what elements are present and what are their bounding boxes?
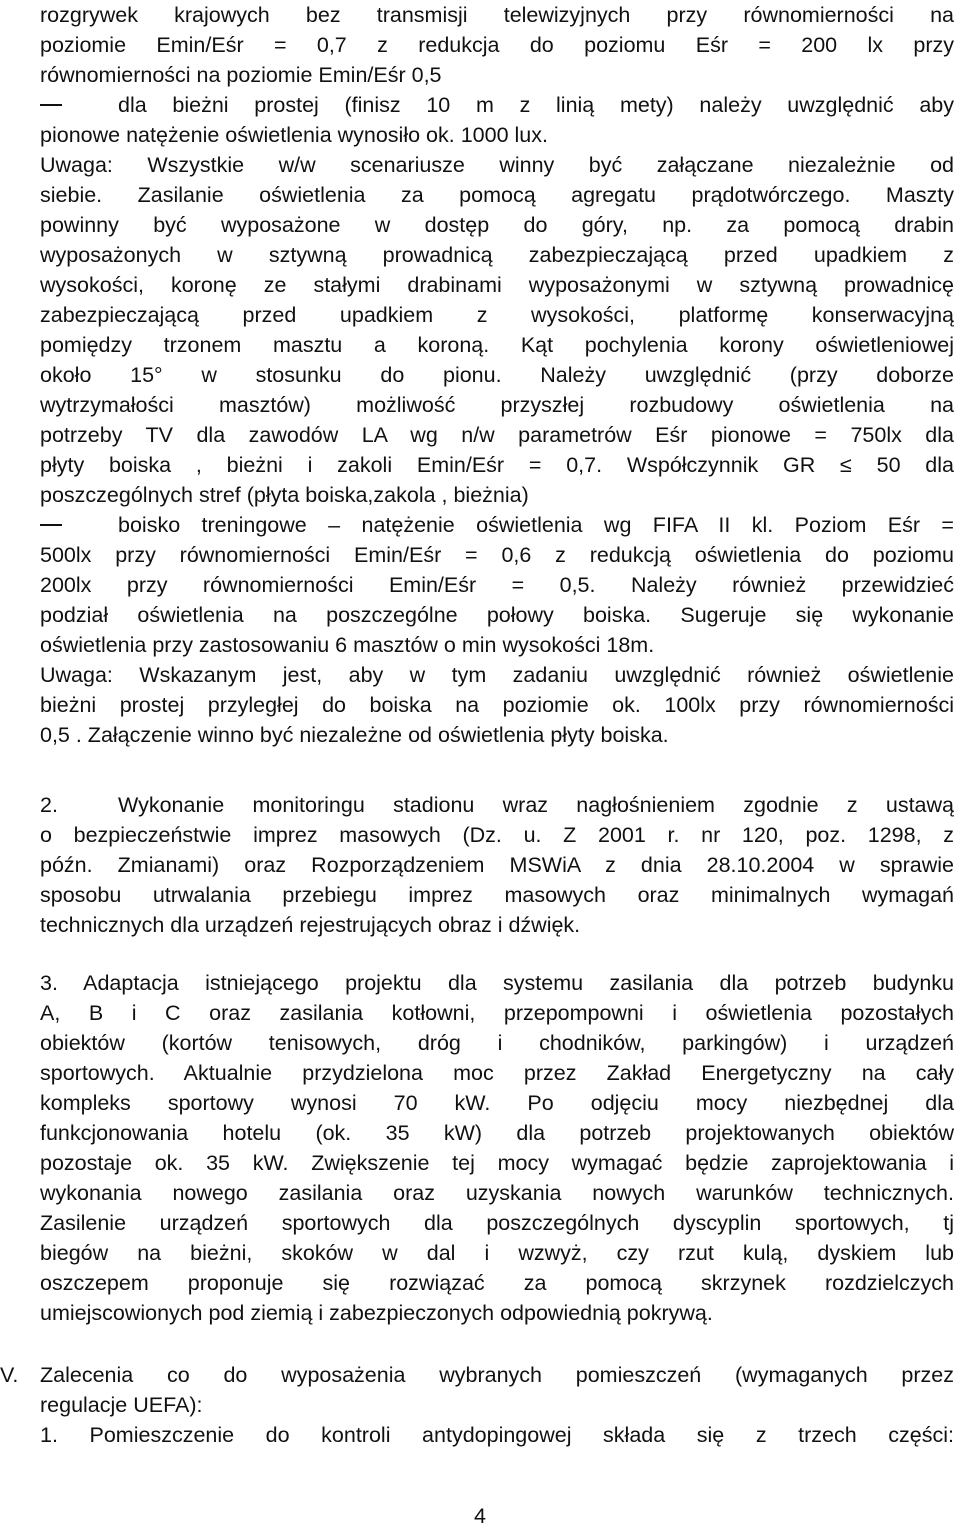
text-line: poziomie Emin/Eśr = 0,7 z redukcja do poziomu Eśr = 200 lx przy [40, 33, 954, 57]
text-line: oszczepem proponuje się rozwiązać za pomocą skrzynek rozdzielczych [40, 1271, 954, 1295]
text-line: siebie. Zasilanie oświetlenia za pomocą agregatu prądotwórczego. Maszty [40, 183, 954, 207]
section-V [0, 1360, 954, 1390]
text-line: rozgrywek krajowych bez transmisji telewizyjnych przy równomierności na [40, 3, 954, 27]
dash-list-item [0, 510, 954, 540]
text-line: Uwaga: Wszystkie w/w scenariusze winny być załączane niezależnie od [40, 153, 954, 177]
text-line: umiejscowionych pod ziemią i zabezpieczonych odpowiednią pokrywą. [40, 1301, 713, 1325]
text-line: wykonania nowego zasilania oraz uzyskania nowych warunków technicznych. [40, 1181, 954, 1205]
text-line: Wykonanie monitoringu stadionu wraz nagłośnieniem zgodnie z ustawą [118, 793, 954, 817]
text-line: około 15° w stosunku do pionu. Należy uwzględnić (przy doborze [40, 363, 954, 387]
text-line: Zalecenia co do wyposażenia wybranych pomieszczeń (wymaganych przez [40, 1363, 954, 1387]
text-line: wysokości, koronę ze stałymi drabinami wyposażonymi w sztywną prowadnicę [40, 273, 954, 297]
text-line: poszczególnych stref (płyta boiska,zakola , bieżnia) [40, 483, 529, 507]
text-line: pozostaje ok. 35 kW. Zwiększenie tej mocy wymagać będzie zaprojektowania i [40, 1151, 954, 1175]
dash-bullet-icon [40, 104, 62, 106]
text-line: pionowe natężenie oświetlenia wynosiło ok. 1000 lux. [40, 123, 548, 147]
text-line: 500lx przy równomierności Emin/Eśr = 0,6 z redukcją oświetlenia do poziomu [40, 543, 954, 567]
text-line: zabezpieczającą przed upadkiem z wysokości, platformę konserwacyjną [40, 303, 954, 327]
section-number: V. [0, 1363, 19, 1387]
text-line: technicznych dla urządzeń rejestrujących obraz i dźwięk. [40, 913, 581, 937]
text-line: oświetlenia przy zastosowaniu 6 masztów o min wysokości 18m. [40, 633, 655, 657]
text-line: sposobu utrwalania przebiegu imprez masowych oraz minimalnych wymagań [40, 883, 954, 907]
text-line: późn. Zmianami) oraz Rozporządzeniem MSWiA z dnia 28.10.2004 w sprawie [40, 853, 954, 877]
text-line: regulacje UEFA): [40, 1393, 203, 1417]
dash-bullet-icon [40, 524, 62, 526]
text-line: podział oświetlenia na poszczególne połowy boiska. Sugeruje się wykonanie [40, 603, 954, 627]
text-line: powinny być wyposażone w dostęp do góry, np. za pomocą drabin [40, 213, 954, 237]
text-line: płyty boiska , bieżni i zakoli Emin/Eśr = 0,7. Współczynnik GR ≤ 50 dla [40, 453, 954, 477]
text-line: wytrzymałości masztów) możliwość przyszłej rozbudowy oświetlenia na [40, 393, 954, 417]
dash-list-item [0, 90, 954, 120]
text-line: wyposażonych w sztywną prowadnicą zabezpieczającą przed upadkiem z [40, 243, 954, 267]
text-line: dla bieżni prostej (finisz 10 m z linią mety) należy uwzględnić aby [118, 93, 954, 117]
text-line: o bezpieczeństwie imprez masowych (Dz. u. Z 2001 r. nr 120, poz. 1298, z [40, 823, 954, 847]
text-line: potrzeby TV dla zawodów LA wg n/w parametrów Eśr pionowe = 750lx dla [40, 423, 954, 447]
text-line: bieżni prostej przyległej do boiska na poziomie ok. 100lx przy równomierności [40, 693, 954, 717]
text-line: sportowych. Aktualnie przydzielona moc przez Zakład Energetyczny na cały [40, 1061, 954, 1085]
text-line: boisko treningowe – natężenie oświetlenia wg FIFA II kl. Poziom Eśr = [118, 513, 954, 537]
text-line: kompleks sportowy wynosi 70 kW. Po odjęciu mocy niezbędnej dla [40, 1091, 954, 1115]
text-line: 0,5 . Załączenie winno być niezależne od oświetlenia płyty boiska. [40, 723, 669, 747]
numbered-item-2 [0, 790, 954, 820]
item-number: 2. [40, 793, 58, 817]
text-line: obiektów (kortów tenisowych, dróg i chodników, parkingów) i urządzeń [40, 1031, 954, 1055]
text-line: A, B i C oraz zasilania kotłowni, przepompowni i oświetlenia pozostałych [40, 1001, 954, 1025]
text-line: biegów na bieżni, skoków w dal i wzwyż, czy rzut kulą, dyskiem lub [40, 1241, 954, 1265]
text-line: 3. Adaptacja istniejącego projektu dla systemu zasilania dla potrzeb budynku [40, 971, 954, 995]
page-number: 4 [474, 1504, 486, 1528]
text-line: Zasilenie urządzeń sportowych dla poszczególnych dyscyplin sportowych, tj [40, 1211, 954, 1235]
text-line: równomierności na poziomie Emin/Eśr 0,5 [40, 63, 442, 87]
text-line: Uwaga: Wskazanym jest, aby w tym zadaniu uwzględnić również oświetlenie [40, 663, 954, 687]
text-line: pomiędzy trzonem masztu a koroną. Kąt pochylenia korony oświetleniowej [40, 333, 954, 357]
text-line: funkcjonowania hotelu (ok. 35 kW) dla potrzeb projektowanych obiektów [40, 1121, 954, 1145]
text-line: 200lx przy równomierności Emin/Eśr = 0,5. Należy również przewidzieć [40, 573, 954, 597]
text-line: 1. Pomieszczenie do kontroli antydopingowej składa się z trzech części: [40, 1423, 954, 1447]
